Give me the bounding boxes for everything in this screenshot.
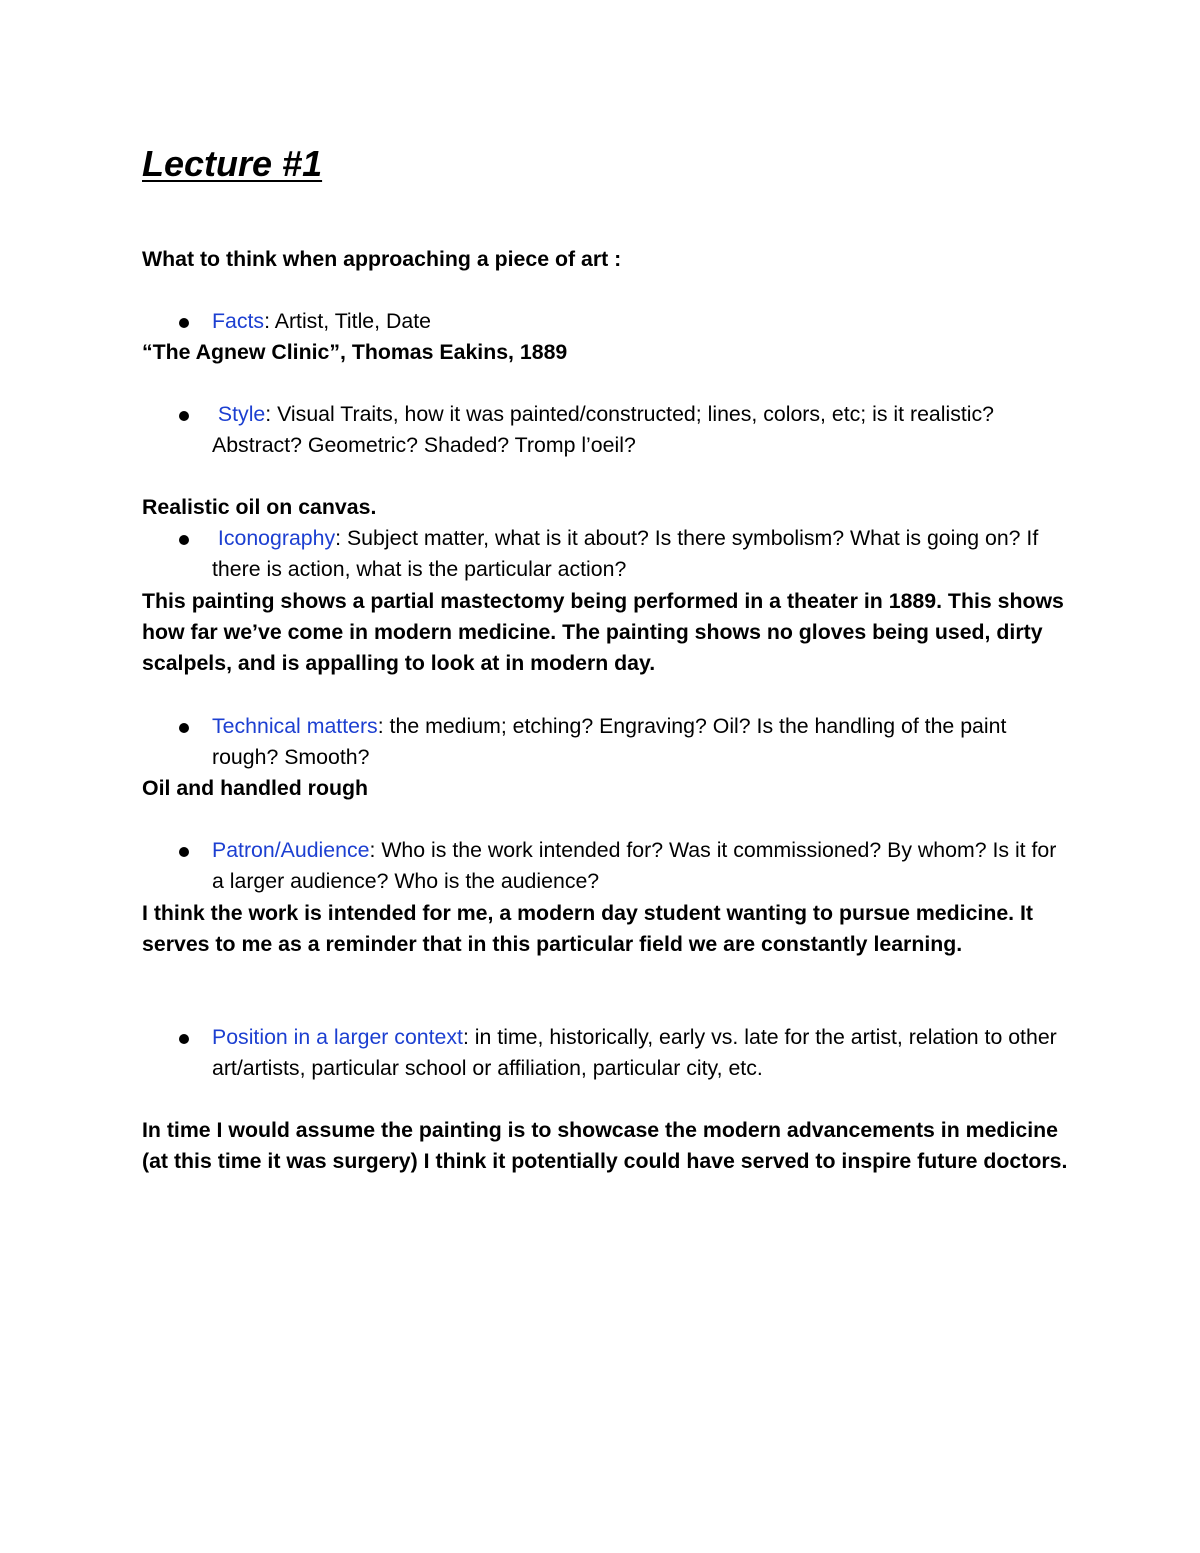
answer-iconography: This painting shows a partial mastectomy being performed in a theater in 1889. This shows how far we’ve come in modern medicine. The painting shows no gloves being used, dirty scalpels, and is appalling to look at in modern day. (142, 589, 1064, 676)
list-item-technical-matters (142, 711, 1072, 773)
bullet-icon (179, 318, 189, 328)
list-item-style (142, 399, 1072, 461)
bullet-icon (179, 411, 189, 421)
bullet-icon (179, 535, 189, 545)
description-style: : Visual Traits, how it was painted/constructed; lines, colors, etc; is it realistic? Abstract? Geometric? Shaded? Tromp l’oeil? (212, 402, 999, 458)
list-item-position-context (142, 1022, 1072, 1084)
bullet-icon (179, 847, 189, 857)
term-patron-audience: Patron/Audience (212, 838, 370, 862)
term-facts: Facts (212, 309, 265, 333)
term-technical-matters: Technical matters (212, 714, 378, 738)
answer-style: Realistic oil on canvas. (142, 495, 377, 519)
intro-heading: What to think when approaching a piece of art : (142, 247, 622, 271)
answer-facts: “The Agnew Clinic”, Thomas Eakins, 1889 (142, 340, 568, 364)
answer-technical-matters: Oil and handled rough (142, 776, 368, 800)
description-facts: : Artist, Title, Date (264, 309, 431, 333)
document-title: Lecture #1 (142, 143, 323, 184)
list-item-iconography (142, 523, 1072, 585)
description-technical-matters: : the medium; etching? Engraving? Oil? Is the handling of the paint rough? Smooth? (212, 714, 1007, 770)
bullet-icon (179, 1034, 189, 1044)
term-iconography: Iconography (212, 526, 336, 550)
bullet-icon (179, 723, 189, 733)
description-position-context: : in time, historically, early vs. late for the artist, relation to other art/artists, particular school or affiliation, particular city, etc. (212, 1025, 1057, 1081)
term-position-context: Position in a larger context (212, 1025, 463, 1049)
list-item-patron-audience (142, 835, 1072, 897)
description-patron-audience: : Who is the work intended for? Was it commissioned? By whom? Is it for a larger audience? Who is the audience? (212, 838, 1057, 894)
answer-patron-audience: I think the work is intended for me, a modern day student wanting to pursue medicine. It serves to me as a reminder that in this particular field we are constantly learning. (142, 901, 1034, 957)
list-item-facts (142, 306, 1072, 337)
description-iconography: : Subject matter, what is it about? Is there symbolism? What is going on? If there is action, what is the particular action? (212, 526, 1045, 582)
term-style: Style (212, 402, 266, 426)
answer-position-context: In time I would assume the painting is to showcase the modern advancements in medicine (at this time it was surgery) I think it potentially could have served to inspire future doctors. (142, 1118, 1068, 1174)
